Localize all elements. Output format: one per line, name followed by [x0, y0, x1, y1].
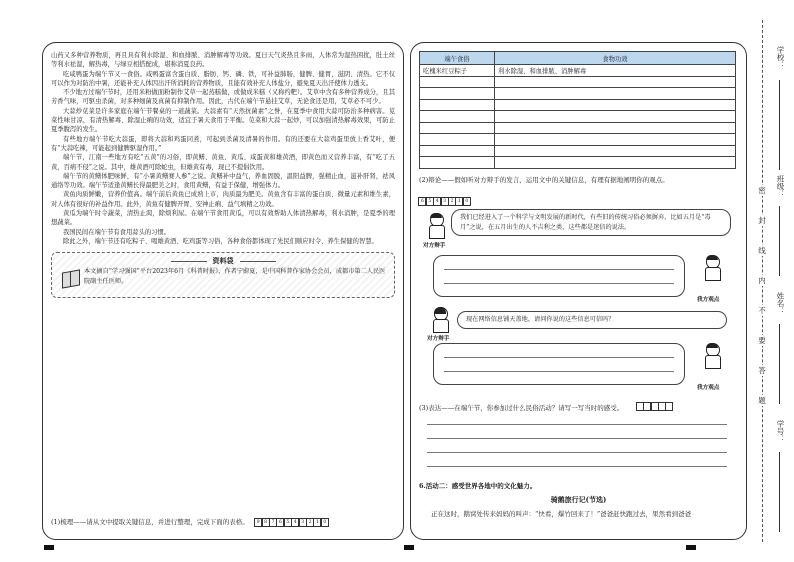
- score-cell[interactable]: 5: [284, 518, 292, 527]
- info-box: [51, 252, 395, 298]
- table-header: 食物功效: [495, 52, 736, 65]
- table-row: [420, 99, 736, 111]
- student-boy-icon: [425, 213, 447, 239]
- table-row: [420, 157, 736, 169]
- question-3-text: (3)表达——在端午节，你参加过什么民俗活动？请写一写当时的感受。: [419, 404, 624, 412]
- registration-mark: [404, 545, 414, 550]
- student-girl-icon: [429, 307, 451, 333]
- table-cell[interactable]: [420, 111, 495, 123]
- score-cell[interactable]: 9: [254, 518, 262, 527]
- score-cell[interactable]: 7: [269, 518, 277, 527]
- seal-char: 答: [756, 365, 768, 376]
- answer-lines[interactable]: [433, 255, 685, 297]
- article-paragraph: 不少地方过端午节时，还用米粉做面粉制作艾草一起蒸糕做，或做成米糕（又称约粑）。艾草中含有多种营养成分，且其芳香气味，可驱虫杀菌，对多种细菌及真菌有抑制作用。因此，古代在端午节悬挂艾草，无论食还是用，艾草必不可少。: [51, 89, 395, 106]
- article-paragraph: 有些地方端午节吃大蒜蛋，即将大蒜和鸡蛋同煮，可起到杀菌及清暑的作用。有的还要在大蒜鸡蛋里放上香艾叶，便有“大蒜吃辣，可能起到健脾驱湿作用。”: [51, 135, 395, 152]
- opponent-label: 对方辩手: [423, 243, 446, 249]
- seal-char: 封: [756, 215, 768, 226]
- table-row: [420, 65, 736, 77]
- article-paragraph: 端午节的黄鳝体肥味鲜，有“小暑黄鳝赛人参”之说。黄鳝补中益气，养血固脱，温阳益脾，强精止血，滋补肝肾，祛风通络等功效。端午节适逢黄鳝长得最肥美之时，食用黄鳝，有益于保健，增强体力。: [51, 172, 395, 190]
- seal-char: 不: [756, 305, 768, 316]
- article-paragraph: 山药又多种营养物质，再且具有利水除湿、和血排脓、消肿解毒等功效。夏日天气炎热且多雨，人体常为湿热困扰，肚土丝等利水祛湿，解热毒，与绿豆相搭配成，堪称消夏良药。: [51, 52, 395, 69]
- name-field[interactable]: [779, 324, 780, 404]
- question-2-text: (2)辩论——假如听对方辩手的发言，运用文中的关键信息，有理有据地阐明你的观点。: [419, 175, 669, 184]
- table-cell[interactable]: [495, 99, 736, 111]
- table-row: [420, 76, 736, 88]
- score-cell[interactable]: 3: [441, 197, 449, 206]
- seal-char: 内: [756, 275, 768, 286]
- score-cell[interactable]: 4: [433, 197, 441, 206]
- answer-lines[interactable]: [433, 343, 685, 385]
- score-cell[interactable]: 1: [455, 197, 463, 206]
- info-box-text: 本文摘自“学习强国”平台2023年6月《科普时报》，作者宁蔚夏，是中国科普作家协会会员，成都市第二人民医院副主任医师。: [84, 268, 386, 286]
- article-paragraph: 黄瓜为端午时令蔬菜，清热止渴，除烦利尿。在端午节食用黄瓜，可以有效帮助人体清热解毒，利水消肿，是夏季的理想蔬菜。: [51, 210, 395, 227]
- left-page-panel: [42, 42, 404, 540]
- article-paragraph: 除此之外，端午节还有吃粽子、喝雄黄酒、吃鸡蛋等习俗，各种食俗都体现了先民们顺应时令、养生保健的智慧。: [63, 237, 378, 245]
- score-cell[interactable]: 2: [448, 197, 456, 206]
- book-icon: [62, 270, 80, 289]
- student-boy-icon: [701, 343, 723, 369]
- table-cell[interactable]: [420, 76, 495, 88]
- table-cell[interactable]: [420, 99, 495, 111]
- table-cell[interactable]: [420, 145, 495, 157]
- reading-title: 骑鹅旅行记(节选): [550, 495, 607, 504]
- question-1-text: (1)梳理——请从文中提取关键信息，并进行整理，完成下面的表格。: [51, 518, 249, 526]
- answer-lines[interactable]: [427, 411, 727, 467]
- score-cell[interactable]: 8: [262, 518, 270, 527]
- table-cell[interactable]: [420, 134, 495, 146]
- registration-mark: [686, 545, 696, 550]
- reading-text: 正在这时，鹅窝处传来妈妈的叫声：“快看，爆竹回来了！”爸爸赶快跑过去，果然看到爸爸: [431, 510, 692, 518]
- table-cell: 吃槐米红豆粽子: [420, 65, 495, 77]
- opponent-speech-bubble: 现在网络信息铺天盖地，请问你说的这些信息可信吗？: [457, 311, 727, 329]
- right-page-panel: [410, 42, 747, 540]
- seal-char: 题: [756, 395, 768, 406]
- score-cell[interactable]: 1: [313, 518, 321, 527]
- table-cell[interactable]: [420, 122, 495, 134]
- student-id-field[interactable]: [779, 452, 780, 532]
- score-cell[interactable]: 6: [418, 197, 426, 206]
- binding-strip: [752, 0, 794, 562]
- score-cells: [411, 185, 746, 207]
- student-boy-icon: [701, 255, 723, 281]
- seal-char: 密: [756, 185, 768, 196]
- table-header: 端午食俗: [420, 52, 495, 65]
- table-row: [420, 111, 736, 123]
- seal-char: 线: [756, 245, 768, 256]
- article-paragraph: 吃咸鸭蛋为端午节又一食俗。咸鸭蛋富含蛋白质、脂肪、钙、磷、铁，可补益肺肠，健脾、健胃、滋阴、清热。它不仅可以作为对防治中暑，还能补充人体因出汗所消耗的营养物质，且能有效补充人体盐分，避免夏天出汗使体力透支。: [51, 70, 395, 87]
- article-paragraph: 大蒜炒苋菜是许多家庭在端午节餐桌的一道蔬菜。大蒜素有“天然抗菌素”之誉，在夏季中食用大蒜可防治多种病害。苋菜性味甘凉，有清热解毒、除湿止痢的功效，适宜于暑天食用于平衡。苋菜和大蒜一起炒，可以加强清热解毒效果，可防止夏季腹泻的发生。: [51, 107, 395, 134]
- table-row: [420, 122, 736, 134]
- table-cell[interactable]: [420, 157, 495, 169]
- table-row: [420, 145, 736, 157]
- article-paragraph: 黄鱼肉质鲜嫩，营养价值高。端午前后黄鱼已成熟上市，肉质最为肥美。黄鱼含有丰富的蛋白质、微量元素和维生素，对人体有很好的补益作用。此外，黄鱼有健脾开胃、安神止痢、益气填精之功效。: [51, 191, 395, 208]
- article-body: [43, 43, 403, 246]
- score-cell[interactable]: 0: [321, 518, 329, 527]
- table-cell[interactable]: [495, 76, 736, 88]
- table-cell[interactable]: [420, 88, 495, 100]
- score-cell[interactable]: 5: [426, 197, 434, 206]
- score-cell[interactable]: 4: [291, 518, 299, 527]
- score-cell[interactable]: 2: [306, 518, 314, 527]
- table-row: [420, 88, 736, 100]
- score-cell[interactable]: 0: [463, 197, 471, 206]
- question-1: [51, 517, 329, 527]
- opponent-speech-bubble: 我们已经进入了一个科学与文明发展的新时代，有些旧的传统习俗必须摒弃，比如五月是“毒月”之说，在五月出生的人不吉利之类，这些都是迷信的说法。: [451, 209, 731, 236]
- table-cell[interactable]: [495, 157, 736, 169]
- article-paragraph: 端午节，江南一些地方有吃“五黄”的习俗，即黄鳝、黄鱼、黄瓜、咸蛋黄和雄黄酒，即黄色而又营养丰富，有“吃了五黄，百病不侵”之说。其中，雄黄酒可除蛇虫，但雄黄有毒，现已不提倡饮用。: [51, 154, 395, 171]
- class-label: 班级：: [776, 175, 785, 198]
- food-custom-table: [419, 51, 736, 169]
- activity-title: 6.活动二：感受世界各地中的文化魅力。: [419, 482, 537, 490]
- my-view-label: 我方观点: [697, 385, 720, 391]
- info-box-title: 资料袋: [52, 256, 394, 266]
- table-cell[interactable]: [495, 134, 736, 146]
- my-view-label: 我方观点: [697, 297, 720, 303]
- table-cell[interactable]: [495, 145, 736, 157]
- opponent-label: 对方辩手: [427, 336, 450, 342]
- table-cell[interactable]: [495, 122, 736, 134]
- score-cells: [255, 517, 329, 527]
- article-paragraph: 我国民间在端午节有食用蒜头的习惯。: [63, 228, 171, 236]
- table-row: [420, 134, 736, 146]
- seal-char: 要: [756, 335, 768, 346]
- score-cell[interactable]: 3: [299, 518, 307, 527]
- table-cell[interactable]: [495, 88, 736, 100]
- table-cell: 利水除湿、和血排脓、消肿解毒: [495, 65, 736, 77]
- score-cell[interactable]: 6: [276, 518, 284, 527]
- school-label: 学校：: [776, 46, 785, 69]
- school-field[interactable]: [779, 80, 780, 170]
- student-id-label: 学号：: [776, 420, 785, 443]
- name-label: 姓名：: [776, 292, 785, 315]
- table-cell[interactable]: [495, 111, 736, 123]
- table-header-row: [420, 52, 736, 65]
- class-field[interactable]: [779, 206, 780, 276]
- registration-mark: [44, 545, 54, 550]
- score-cell[interactable]: [665, 402, 673, 411]
